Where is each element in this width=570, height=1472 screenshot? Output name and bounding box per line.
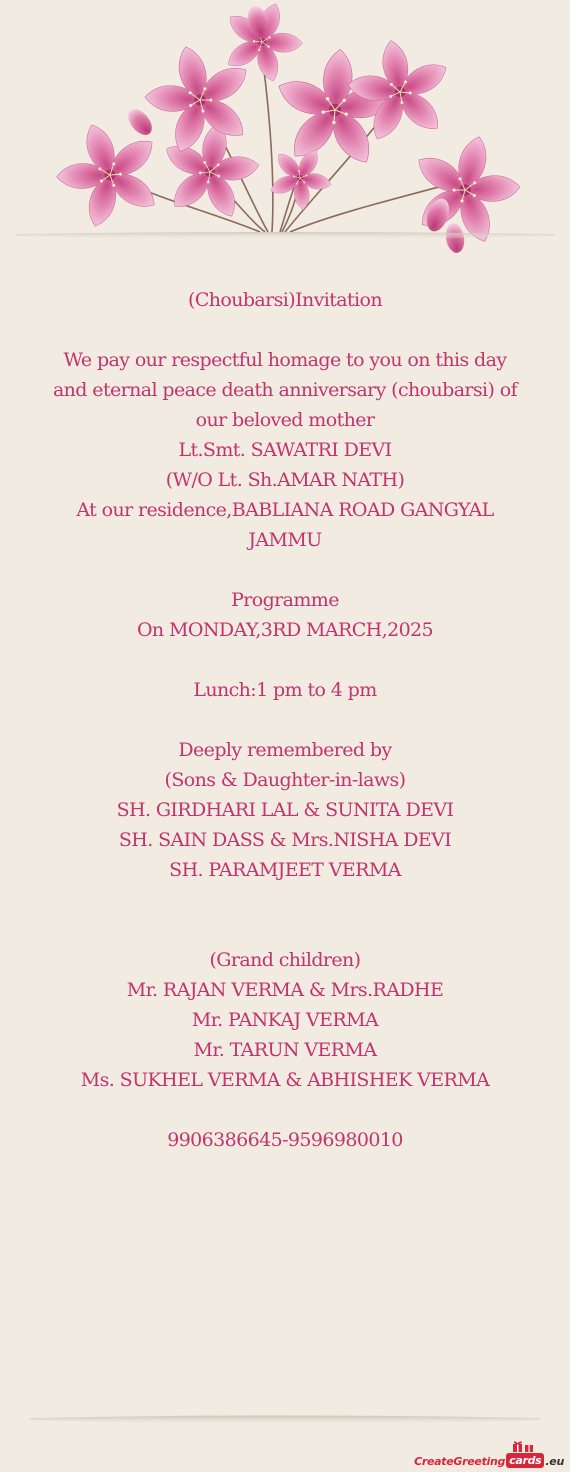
brand-name-highlight: cards xyxy=(509,1454,542,1467)
invitation-line: SH. GIRDHARI LAL & SUNITA DEVI xyxy=(116,799,454,821)
invitation-line: We pay our respectful homage to you on this day xyxy=(63,349,507,371)
blank-line xyxy=(20,885,550,915)
invitation-line: 9906386645-9596980010 xyxy=(167,1129,403,1151)
invitation-line: Programme xyxy=(231,589,339,611)
invitation-line: Mr. RAJAN VERMA & Mrs.RADHE xyxy=(126,979,444,1001)
invitation-line: and eternal peace death anniversary (choubarsi) of xyxy=(52,379,518,401)
invitation-line: At our residence,BABLIANA ROAD GANGYAL xyxy=(76,499,494,521)
blank-line xyxy=(20,705,550,735)
invitation-line: (W/O Lt. Sh.AMAR NATH) xyxy=(165,469,405,491)
gift-box-icon xyxy=(510,1439,536,1453)
invitation-line: Mr. PANKAJ VERMA xyxy=(191,1009,379,1031)
invitation-line: On MONDAY,3RD MARCH,2025 xyxy=(136,619,434,641)
brand-name-part: CreateGreeting xyxy=(414,1455,506,1468)
invitation-line: Lt.Smt. SAWATRI DEVI xyxy=(178,439,392,461)
invitation-line: SH. PARAMJEET VERMA xyxy=(169,859,401,881)
top-shelf-shadow xyxy=(15,228,555,244)
invitation-line: Ms. SUKHEL VERMA & ABHISHEK VERMA xyxy=(80,1069,490,1091)
brand-domain: .eu xyxy=(545,1455,564,1468)
blank-line xyxy=(20,915,550,945)
bottom-shelf-shadow xyxy=(30,1410,540,1430)
invitation-line: (Grand children) xyxy=(209,949,361,971)
blank-line xyxy=(20,555,550,585)
invitation-message xyxy=(20,285,550,1155)
invitation-line: (Choubarsi)Invitation xyxy=(188,289,382,311)
blank-line xyxy=(20,1095,550,1125)
invitation-line: Mr. TARUN VERMA xyxy=(193,1039,377,1061)
brand-badge xyxy=(506,1453,544,1468)
invitation-line: JAMMU xyxy=(248,529,322,551)
invitation-line: Deeply remembered by xyxy=(178,739,392,761)
invitation-line: SH. SAIN DASS & Mrs.NISHA DEVI xyxy=(118,829,452,851)
blank-line xyxy=(20,315,550,345)
blank-line xyxy=(20,645,550,675)
invitation-line: Lunch:1 pm to 4 pm xyxy=(193,679,377,701)
brand-watermark[interactable] xyxy=(414,1442,564,1468)
invitation-line: our beloved mother xyxy=(195,409,375,431)
invitation-line: (Sons & Daughter-in-laws) xyxy=(164,769,406,791)
